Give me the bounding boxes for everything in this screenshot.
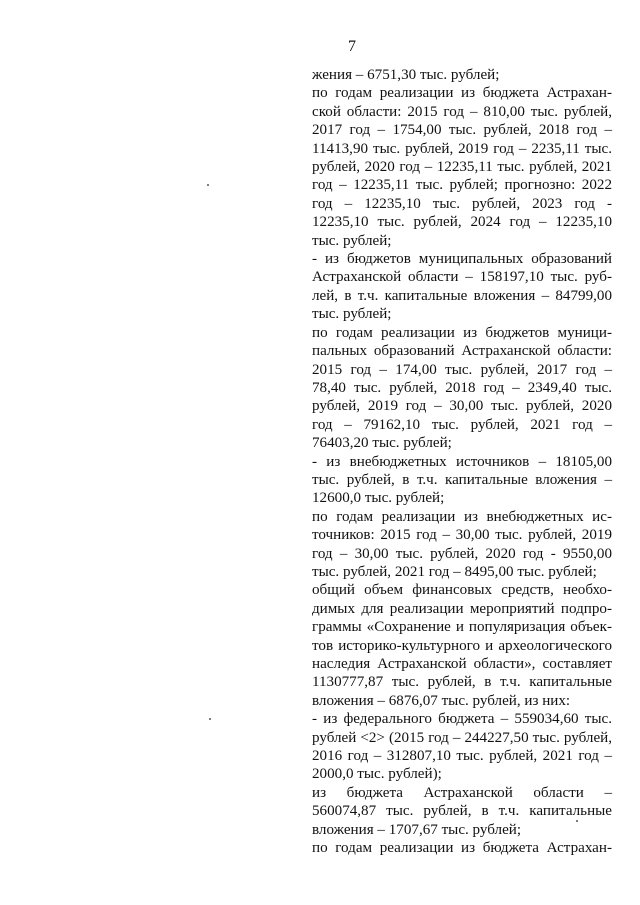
text-line: 2000,0 тыс. рублей); — [312, 766, 442, 783]
text-line: лей, в т.ч. капитальные вложения – 84799,00 — [312, 287, 612, 304]
text-line: тыс. рублей; — [312, 232, 392, 249]
text-line: вложения – 1707,67 тыс. рублей; — [312, 821, 522, 838]
text-line: 12235,10 тыс. рублей, 2024 год – 12235,10 — [312, 214, 612, 231]
text-line: - из федерального бюджета – 559034,60 тыс. — [312, 711, 612, 728]
text-line: 78,40 тыс. рублей, 2018 год – 2349,40 тыс. — [312, 379, 612, 396]
page-number: 7 — [348, 38, 356, 55]
text-line: 2017 год – 1754,00 тыс. рублей, 2018 год – — [312, 122, 612, 139]
text-line: 560074,87 тыс. рублей, в т.ч. капитальные — [312, 803, 612, 820]
text-line: граммы «Сохранение и популяризация объек- — [312, 619, 612, 636]
text-line: рублей, 2020 год – 12235,11 тыс. рублей, 2021 — [312, 159, 612, 176]
text-line: рублей, 2019 год – 30,00 тыс. рублей, 2020 — [312, 398, 612, 415]
text-line: рублей <2> (2015 год – 244227,50 тыс. рублей, — [312, 729, 612, 746]
text-line: 12600,0 тыс. рублей; — [312, 490, 445, 507]
text-line: пальных образований Астраханской области: — [312, 343, 612, 360]
text-line: жения – 6751,30 тыс. рублей; — [312, 67, 500, 83]
text-line: 2016 год – 312807,10 тыс. рублей, 2021 год – — [312, 748, 612, 765]
text-line: год – 79162,10 тыс. рублей, 2021 год – — [312, 416, 612, 433]
text-line: по годам реализации из внебюджетных ис- — [312, 508, 612, 525]
text-line: год – 12235,11 тыс. рублей; прогнозно: 2022 — [312, 177, 612, 194]
text-line: тыс. рублей, 2021 год – 8495,00 тыс. рублей; — [312, 563, 597, 580]
text-line: тыс. рублей, в т.ч. капитальные вложения – — [312, 471, 612, 488]
text-line: - из бюджетов муниципальных образований — [312, 251, 612, 268]
text-line: наследия Астраханской области», составляет — [312, 656, 612, 672]
document-body — [312, 66, 612, 857]
text-line: 11413,90 тыс. рублей, 2019 год – 2235,11 тыс. — [312, 140, 612, 157]
scan-speck — [576, 820, 578, 822]
text-line: по годам реализации из бюджетов муници- — [312, 324, 612, 341]
text-line: Астраханской области – 158197,10 тыс. руб- — [312, 269, 612, 286]
text-line: точников: 2015 год – 30,00 тыс. рублей, 2019 — [312, 527, 612, 544]
text-line: год – 30,00 тыс. рублей, 2020 год - 9550,00 — [312, 545, 612, 562]
text-line: по годам реализации из бюджета Астрахан- — [312, 85, 612, 102]
text-line: - из внебюджетных источников – 18105,00 — [312, 453, 612, 470]
text-line: вложения – 6876,07 тыс. рублей, из них: — [312, 692, 571, 709]
text-line: тыс. рублей; — [312, 306, 392, 323]
text-line: год – 12235,10 тыс. рублей, 2023 год - — [312, 195, 612, 212]
text-line: тов историко-культурного и археологического — [312, 637, 612, 654]
text-line: 1130777,87 тыс. рублей, в т.ч. капитальные — [312, 674, 612, 691]
text-line: из бюджета Астраханской области – — [312, 784, 612, 801]
scan-speck — [209, 718, 211, 720]
text-line: 2015 год – 174,00 тыс. рублей, 2017 год – — [312, 361, 612, 378]
scan-speck — [207, 184, 209, 186]
text-line: общий объем финансовых средств, необхо- — [312, 582, 612, 599]
text-line: димых для реализации мероприятий подпро- — [312, 600, 612, 617]
text-line: ской области: 2015 год – 810,00 тыс. рублей, — [312, 103, 612, 120]
text-line: по годам реализации из бюджета Астрахан- — [312, 840, 612, 857]
text-line: 76403,20 тыс. рублей; — [312, 435, 452, 452]
